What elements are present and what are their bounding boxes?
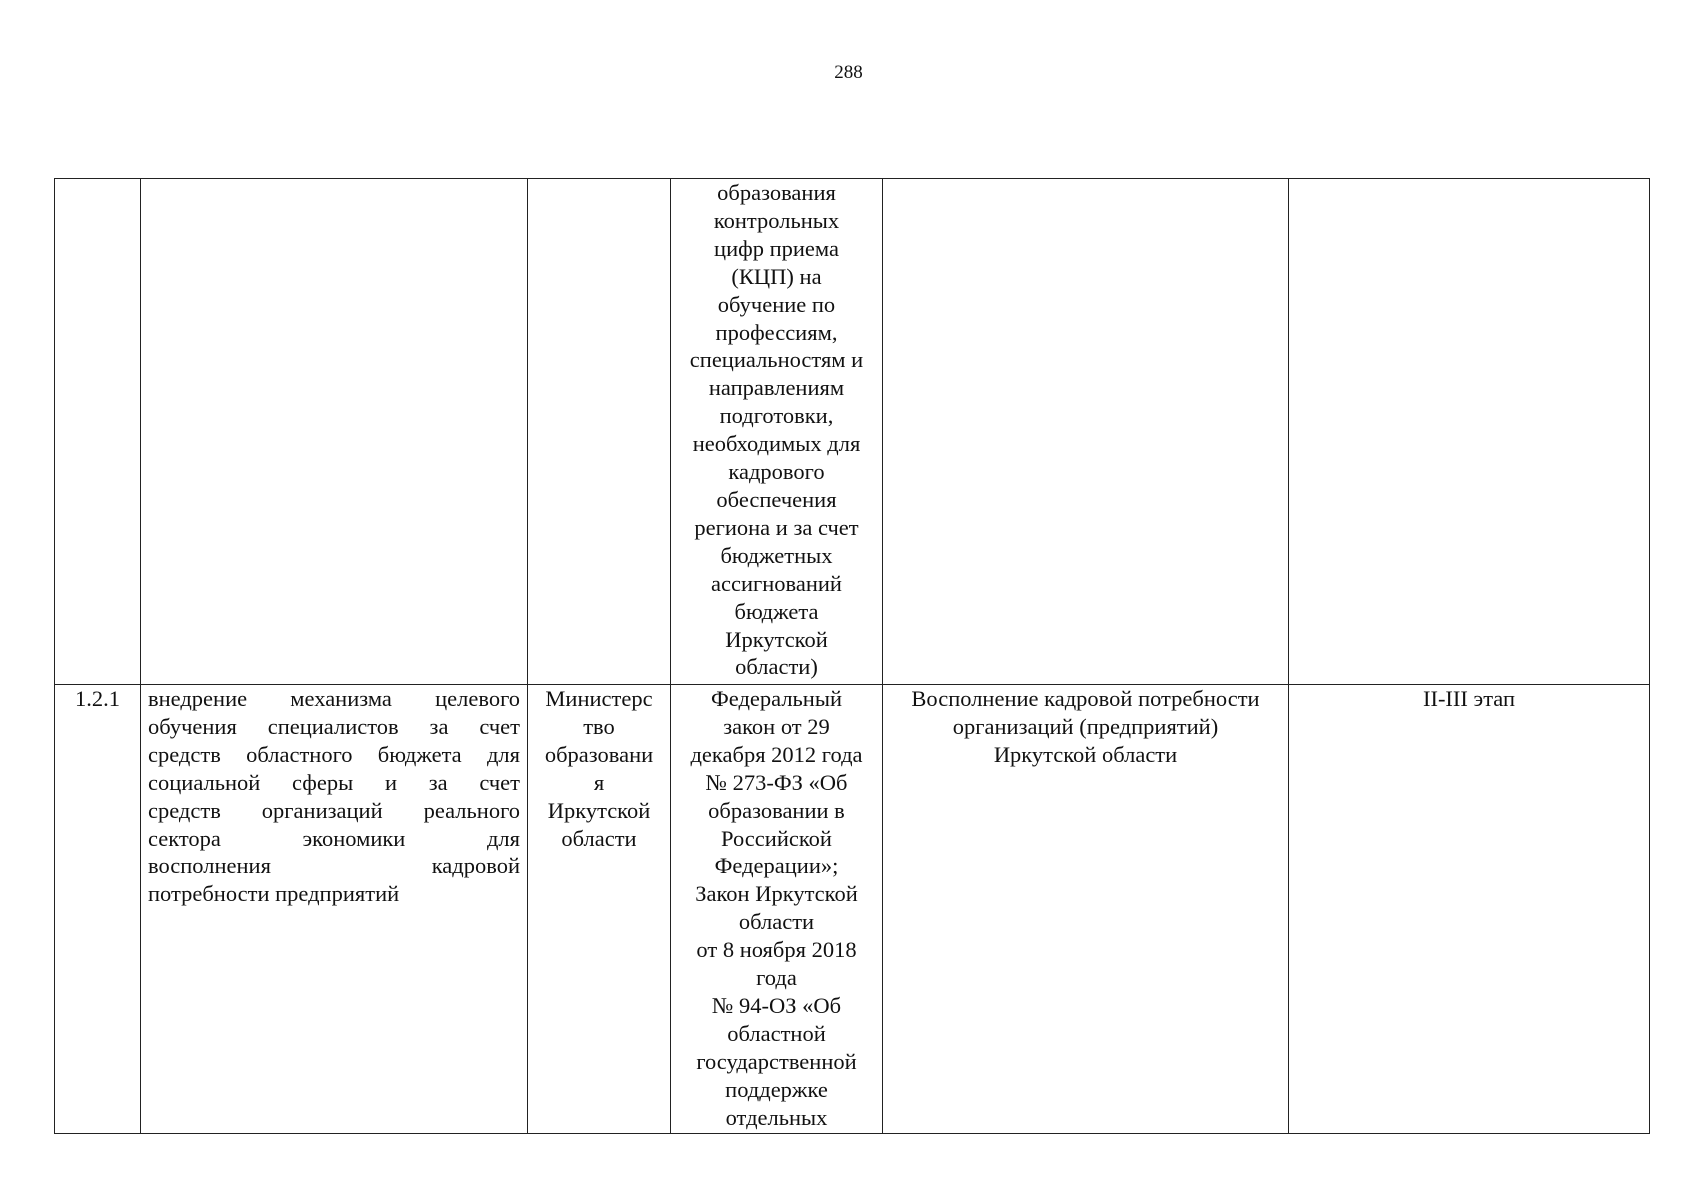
cell-line: Федерации»; [714,853,839,879]
cell-line: поддержке [725,1076,828,1102]
cell-line: внедрение механизма целевого [148,686,520,711]
table-row [55,685,1650,1134]
cell-line: от 8 ноября 2018 [696,937,857,963]
cell-line: направлениям [708,375,845,401]
cell-result [883,179,1289,685]
measures-table [54,178,1650,1134]
cell-result [883,685,1289,1134]
cell-line: профессиям, [715,319,838,345]
cell-line: образования [717,180,836,205]
cell-line: необходимых для [692,431,861,457]
cell-line: области [561,825,637,851]
cell-measure [141,685,528,1134]
cell-line: бюджета [734,598,819,624]
cell-line: тво [583,713,615,739]
cell-line: Иркутской [547,797,651,823]
cell-line: № 273-ФЗ «Об [705,769,848,795]
cell-line: Федеральный [710,686,843,711]
cell-line: потребности предприятий [148,881,400,907]
cell-line: Российской [721,825,832,851]
cell-line: года [756,965,797,991]
cell-line: восполнения кадровой [148,853,520,879]
cell-line: Министерс [545,686,653,711]
cell-line: подготовки, [719,403,834,429]
cell-line: контрольных [713,207,840,233]
cell-line: бюджетных [720,542,833,568]
cell-line: образовании в [708,797,845,823]
cell-line: средств организаций реального [148,797,520,823]
cell-basis [671,179,883,685]
cell-line: области) [735,654,818,680]
cell-number: 1.2.1 [55,685,141,1134]
cell-line: я [593,769,605,795]
cell-line: ассигнований [711,570,842,596]
cell-line: Закон Иркутской [695,881,858,907]
cell-stage: II-III этап [1289,685,1650,1134]
cell-line: Иркутской области [993,741,1178,767]
cell-stage [1289,179,1650,685]
cell-line: декабря 2012 года [690,741,863,767]
cell-line: областной [727,1020,826,1046]
cell-measure [141,179,528,685]
cell-line: обеспечения [716,486,837,512]
cell-line: (КЦП) на [731,263,822,289]
cell-line: № 94-ОЗ «Об [711,992,842,1018]
cell-executor [528,685,671,1134]
page-number: 288 [834,62,863,83]
cell-line: Иркутской [725,626,828,652]
cell-line: обучение по [717,291,836,317]
cell-line: кадрового [728,459,825,485]
cell-line: закон от 29 [723,713,830,739]
cell-number [55,179,141,685]
cell-line: государственной [696,1048,857,1074]
cell-line: образовани [544,741,654,767]
cell-line: средств областного бюджета для [148,741,520,767]
cell-basis [671,685,883,1134]
cell-executor [528,179,671,685]
cell-line: социальной сферы и за счет [148,769,520,795]
cell-line: Восполнение кадровой потребности [911,686,1260,711]
cell-line: отдельных [725,1104,828,1130]
cell-line: области [738,909,815,935]
cell-line: обучения специалистов за счет [148,713,520,739]
cell-line: региона и за счет [694,514,859,540]
cell-line: организаций (предприятий) [952,713,1219,739]
cell-line: цифр приема [714,235,839,261]
table-row [55,179,1650,685]
cell-line: специальностям и [689,347,864,373]
cell-line: сектора экономики для [148,825,520,851]
